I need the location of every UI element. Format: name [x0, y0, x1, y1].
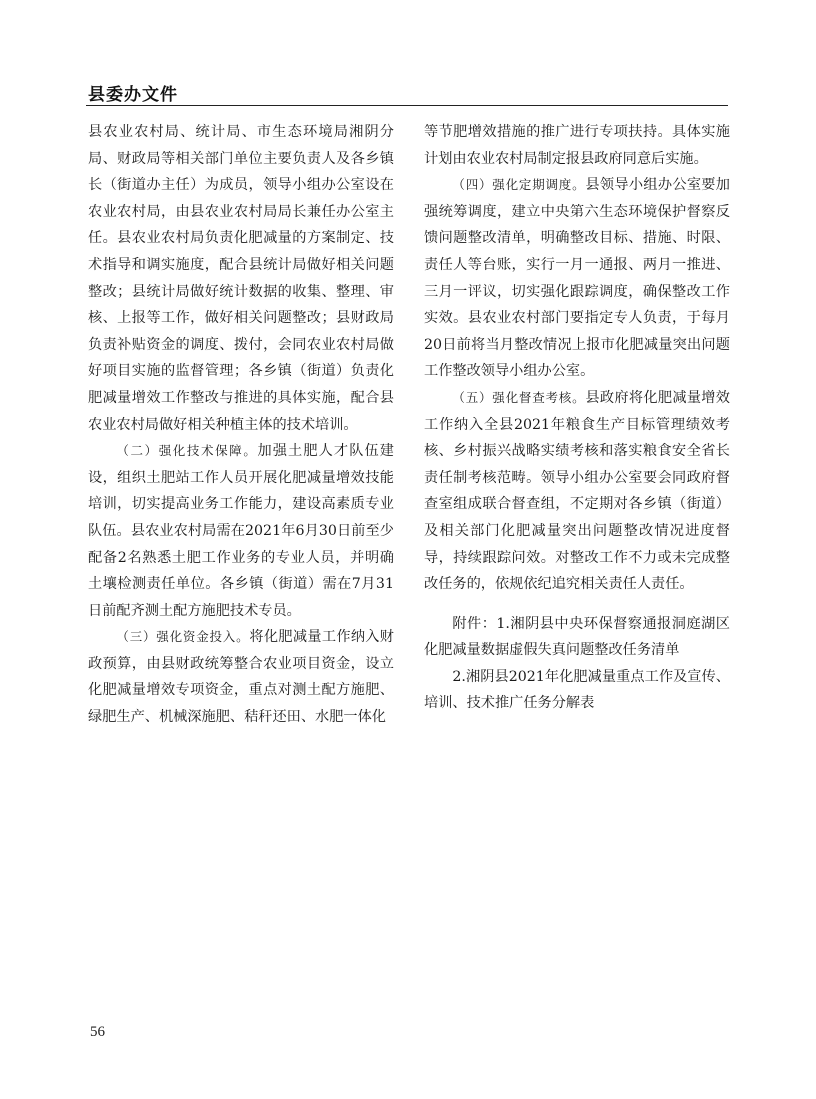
attachment-item-1: 附件：1.湘阴县中央环保督察通报洞庭湖区化肥减量数据虚假失真问题整改任务清单 [424, 615, 730, 659]
section-title: （二）强化技术保障。 [116, 443, 258, 459]
paragraph-members: 县农业农村局、统计局、市生态环境局湘阴分局、财政局等相关部门单位主要负责人及各乡镇长（街道办主任）为成员，领导小组办公室设在农业农村局，由县农业农村局局长兼任办公室主任。县农业农村局负责化肥减量的方案制定、技术指导和调实施度，配合县统计局做好相关问题整改；县统计局做好统计数据的收集、整理、审核、上报等工作，做好相关问题整改；县财政局负责补贴资金的调度、拨付，会同农业农村局做好项目实施的监督管理；各乡镇（街道）负责化肥减量增效工作整改与推进的具体实施，配合县农业农村局做好相关种植主体的技术培训。 [88, 124, 394, 433]
section-body: 县政府将化肥减量增效工作纳入全县2021年粮食生产目标管理绩效考核、乡村振兴战略实绩考核和落实粮食安全省长责任制考核范畴。领导小组办公室要会同政府督查室组成联合督查组，不定期对各乡镇（街道）及相关部门化肥减量突出问题整改情况进度督导，持续跟踪问效。对整改工作不力或未完成整改任务的，依规依纪追究相关责任人责任。 [424, 389, 730, 593]
section-supervision [424, 385, 730, 598]
section-body: 县领导小组办公室要加强统筹调度，建立中央第六生态环境保护督察反馈问题整改清单，明确整改目标、措施、时限、责任人等台账，实行一月一通报、两月一推进、三月一评议，切实强化跟踪调度，确保整改工作实效。县农业农村部门要指定专人负责，于每月20日前将当月整改情况上报市化肥减量突出问题工作整改领导小组办公室。 [424, 177, 730, 380]
page-number: 56 [90, 1024, 105, 1040]
right-column [424, 119, 730, 717]
spacer [424, 598, 730, 611]
section-title: （三）强化资金投入。 [116, 629, 250, 645]
section-title: （四）强化定期调度。 [452, 177, 586, 193]
section-scheduling [424, 172, 730, 385]
section-technical-support [88, 438, 394, 624]
paragraph-continuation: 等节肥增效措施的推广进行专项扶持。具体实施计划由农业农村局制定报县政府同意后实施。 [424, 124, 730, 167]
header-divider [86, 105, 728, 106]
section-body: 加强土肥人才队伍建设，组织土肥站工作人员开展化肥减量增效技能培训，切实提高业务工作能力，建设高素质专业队伍。县农业农村局需在2021年6月30日前至少配备2名熟悉土肥工作业务的专业人员，并明确土壤检测责任单位。各乡镇（街道）需在7月31日前配齐测土配方施肥技术专员。 [88, 443, 394, 619]
attachment-item-2: 2.湘阴县2021年化肥减量重点工作及宣传、培训、技术推广任务分解表 [424, 668, 730, 712]
section-title: （五）强化督查考核。 [452, 389, 586, 405]
document-header-title: 县委办文件 [88, 85, 178, 105]
section-funding [88, 624, 394, 730]
section-body: 将化肥减量工作纳入财政预算，由县财政统筹整合农业项目资金，设立化肥减量增效专项资金，重点对测土配方施肥、绿肥生产、机械深施肥、秸秆还田、水肥一体化 [88, 629, 394, 726]
left-column [88, 119, 394, 731]
